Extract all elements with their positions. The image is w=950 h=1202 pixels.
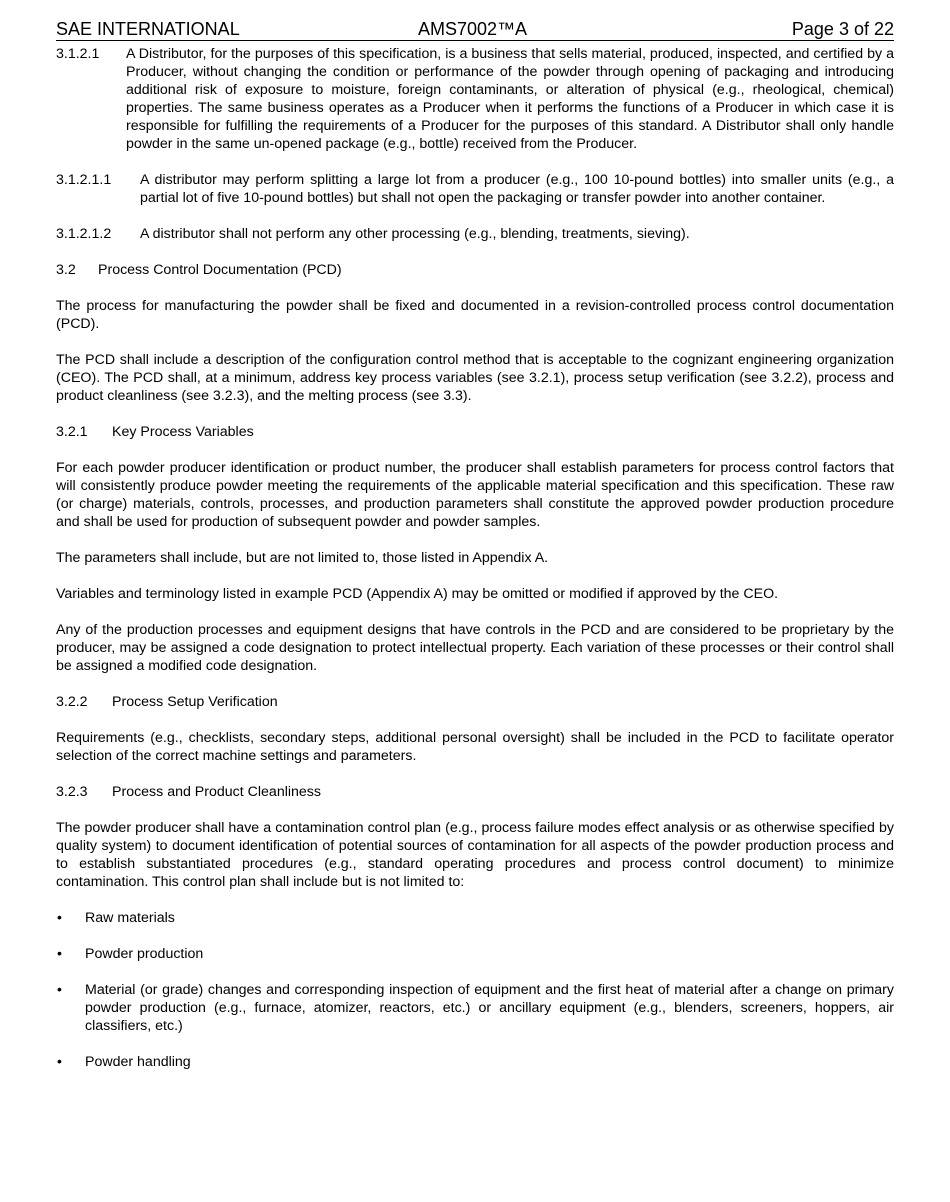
section-number: 3.2 — [56, 262, 76, 278]
paragraph: The process for manufacturing the powder shall be fixed and documented in a revision-controlled process control documentation (PCD). — [56, 298, 894, 332]
paragraph: The parameters shall include, but are not limited to, those listed in Appendix A. — [56, 550, 549, 566]
paragraph: Variables and terminology listed in example PCD (Appendix A) may be omitted or modified if approved by the CEO. — [56, 586, 779, 602]
section-number: 3.1.2.1.2 — [56, 226, 112, 242]
section-number: 3.2.3 — [56, 784, 88, 800]
section-text: A Distributor, for the purposes of this specification, is a business that sells material, produced, inspected, and certified by a Producer, without changing the condition or performance of the powder through opening of packaging and introducing additional risk of exposure to moisture, foreign contaminants, or alteration of physical (e.g., rheological, chemical) properties. The same business operates as a Producer when it performs the functions of a Producer in which case it is responsible for fulfilling the requirements of a Producer for the purposes of this standard. A Distributor shall only handle powder in the same un-opened package (e.g., bottle) received from the Producer. — [126, 46, 894, 152]
section-number: 3.2.1 — [56, 424, 88, 440]
list-item-text: Material (or grade) changes and corresponding inspection of equipment and the first heat of material after a change on primary powder production (e.g., furnace, atomizer, reactors, etc.) or ancillary equipment (e.g., blenders, screeners, hoppers, air classifiers, etc.) — [85, 982, 894, 1034]
header-document-number: AMS7002™A — [418, 19, 528, 39]
document-page — [56, 0, 894, 1089]
header-organization: SAE INTERNATIONAL — [56, 19, 240, 39]
section-3-1-2-1-1 — [56, 171, 894, 207]
section-3-2-heading — [56, 261, 894, 279]
list-item-text: Raw materials — [85, 910, 175, 926]
section-3-2-1-heading — [56, 423, 894, 441]
section-number: 3.2.2 — [56, 694, 88, 710]
header-page-number: Page 3 of 22 — [791, 19, 894, 39]
bullet-icon: • — [57, 946, 62, 962]
bullet-icon: • — [57, 1054, 62, 1070]
list-item-text: Powder production — [85, 946, 204, 962]
section-title: Process Control Documentation (PCD) — [98, 262, 342, 278]
paragraph: For each powder producer identification or product number, the producer shall establish parameters for process control factors that will consistently produce powder meeting the requirements of the applicable material specification and this specification. These raw (or charge) materials, controls, processes, and production parameters shall constitute the approved powder production procedure and shall be used for production of subsequent powder and powder samples. — [56, 460, 894, 530]
section-title: Process and Product Cleanliness — [112, 784, 321, 800]
section-title: Process Setup Verification — [112, 694, 278, 710]
bullet-icon: • — [57, 982, 62, 998]
section-3-2-2-heading — [56, 693, 894, 711]
page-header — [56, 0, 894, 41]
list-item — [56, 1053, 894, 1071]
list-item — [56, 909, 894, 927]
section-3-2-3-heading — [56, 783, 894, 801]
page-content — [56, 41, 894, 1071]
list-item — [56, 945, 894, 963]
list-item-text: Powder handling — [85, 1054, 191, 1070]
section-3-1-2-1 — [56, 45, 894, 153]
paragraph: Requirements (e.g., checklists, secondary steps, additional personal oversight) shall be included in the PCD to facilitate operator selection of the correct machine settings and parameters. — [56, 730, 894, 764]
paragraph: The powder producer shall have a contamination control plan (e.g., process failure modes effect analysis or as otherwise specified by quality system) to document identification of potential sources of contamination for all aspects of the powder production process and to establish substantiated procedures (e.g., standard operating procedures and process control document) to minimize contamination. This control plan shall include but is not limited to: — [56, 820, 894, 890]
section-3-1-2-1-2 — [56, 225, 894, 243]
section-number: 3.1.2.1 — [56, 46, 100, 62]
section-text: A distributor shall not perform any other processing (e.g., blending, treatments, sieving). — [140, 226, 690, 242]
section-title: Key Process Variables — [112, 424, 254, 440]
paragraph: Any of the production processes and equipment designs that have controls in the PCD and are considered to be proprietary by the producer, may be assigned a code designation to protect intellectual property. Each variation of these processes or their control shall be assigned a modified code designation. — [56, 622, 894, 674]
section-number: 3.1.2.1.1 — [56, 172, 112, 188]
paragraph: The PCD shall include a description of the configuration control method that is acceptable to the cognizant engineering organization (CEO). The PCD shall, at a minimum, address key process variables (see 3.2.1), process setup verification (see 3.2.2), process and product cleanliness (see 3.2.3), and the melting process (see 3.3). — [56, 352, 894, 404]
list-item — [56, 981, 894, 1035]
bullet-icon: • — [57, 910, 62, 926]
section-text: A distributor may perform splitting a large lot from a producer (e.g., 100 10-pound bottles) into smaller units (e.g., a partial lot of five 10-pound bottles) but shall not open the packaging or transfer powder into another container. — [140, 172, 894, 206]
